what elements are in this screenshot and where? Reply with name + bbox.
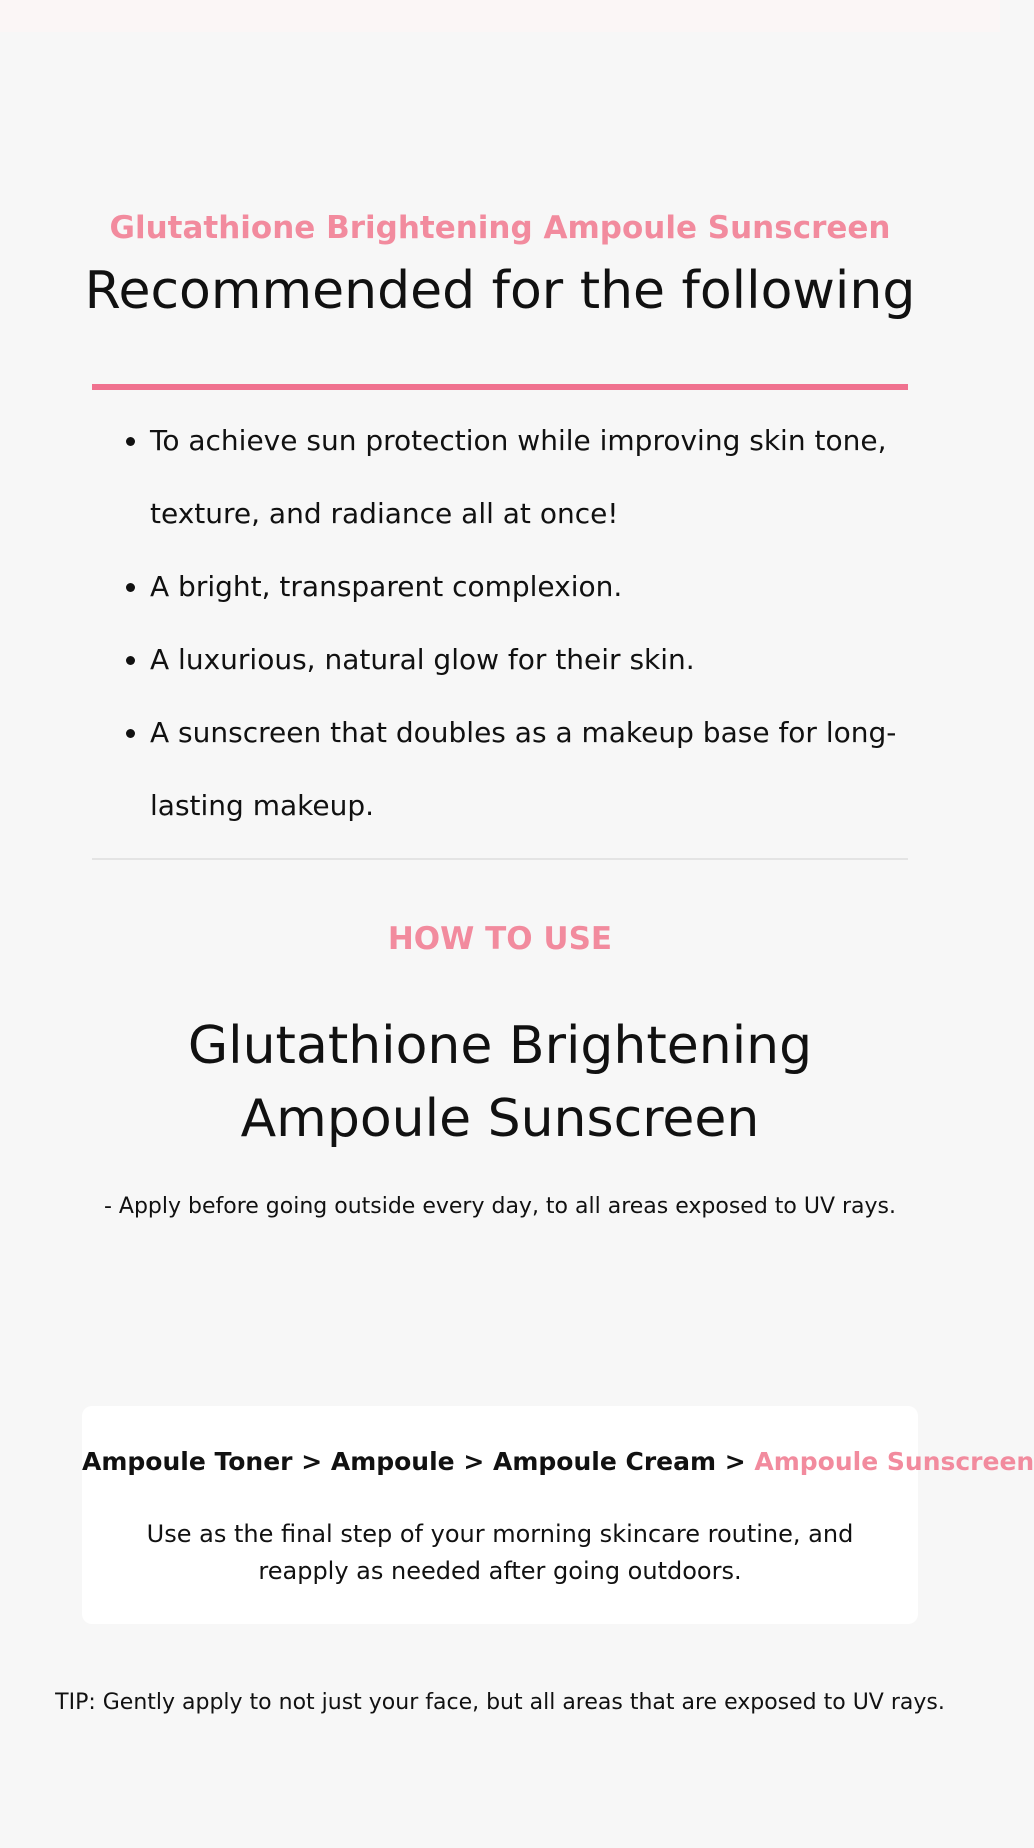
routine-card [82, 1406, 1034, 1624]
recommend-subtitle: Glutathione Brightening Ampoule Sunscreen [109, 210, 891, 246]
tip-text: TIP: Gently apply to not just your face, but all areas that are exposed to UV rays. [55, 1690, 945, 1715]
how-to-use-label: HOW TO USE [387, 921, 613, 957]
apply-instruction: - Apply before going outside every day, to all areas exposed to UV rays. [103, 1194, 897, 1219]
routine-steps-highlight: Ampoule Sunscreen [754, 1447, 1034, 1476]
gray-divider [92, 858, 908, 860]
recommend-list [92, 404, 908, 842]
pink-divider [92, 384, 908, 390]
routine-steps [82, 1444, 1034, 1480]
recommend-title: Recommended for the following [84, 261, 916, 321]
list-item: • A sunscreen that doubles as a makeup base for long-lasting makeup. [150, 696, 908, 842]
product-name: Glutathione Brightening Ampoule Sunscreen [187, 1016, 813, 1149]
routine-description: Use as the final step of your morning skincare routine, and reapply as needed after going outdoors. [146, 1520, 854, 1585]
top-strip [0, 0, 1000, 32]
list-item: • A bright, transparent complexion. [150, 550, 908, 623]
list-item: • A luxurious, natural glow for their skin. [150, 623, 908, 696]
list-item: • To achieve sun protection while improving skin tone, texture, and radiance all at once! [150, 404, 908, 550]
routine-steps-prefix: Ampoule Toner > Ampoule > Ampoule Cream > [82, 1447, 755, 1476]
